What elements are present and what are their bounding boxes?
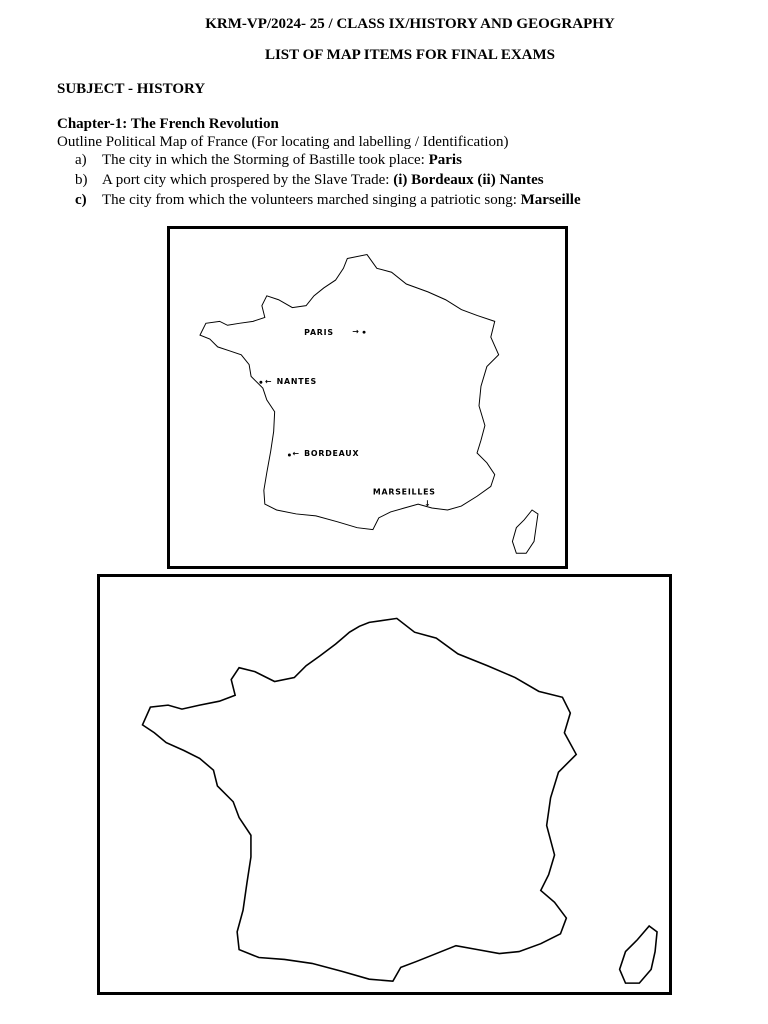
marseilles-arrow-icon: ↓ bbox=[423, 499, 432, 509]
map-label-paris: PARIS bbox=[304, 328, 334, 338]
list-item-answer: (i) Bordeaux (ii) Nantes bbox=[393, 172, 544, 188]
map-label-bordeaux: BORDEAUX bbox=[304, 448, 360, 458]
corsica-outline bbox=[620, 926, 657, 983]
list-marker: b) bbox=[75, 172, 88, 188]
list-item-b bbox=[75, 172, 544, 189]
map-label-marseilles: MARSEILLES bbox=[372, 487, 436, 497]
france-mainland-outline bbox=[142, 618, 576, 981]
paris-marker-icon bbox=[363, 331, 366, 334]
france-mainland-outline bbox=[200, 255, 499, 530]
map-label-nantes: NANTES bbox=[276, 377, 317, 387]
bordeaux-marker-icon bbox=[288, 454, 291, 457]
labelled-france-map bbox=[167, 226, 568, 569]
corsica-outline bbox=[512, 510, 538, 553]
france-outline-blank bbox=[100, 577, 669, 992]
nantes-marker-icon bbox=[259, 381, 262, 384]
document-header-line1: KRM-VP/2024- 25 / CLASS IX/HISTORY AND GEOGRAPHY bbox=[205, 16, 615, 32]
nantes-arrow-icon: ← bbox=[264, 377, 273, 387]
chapter-title: Chapter-1: The French Revolution bbox=[57, 116, 279, 132]
chapter-subtitle: Outline Political Map of France (For locating and labelling / Identification) bbox=[57, 134, 509, 150]
list-item-c bbox=[75, 192, 581, 209]
list-item-a bbox=[75, 152, 462, 169]
list-item-answer: Marseille bbox=[520, 192, 581, 208]
list-item-answer: Paris bbox=[428, 152, 462, 168]
list-item-text: A port city which prospered by the Slave Trade: bbox=[102, 172, 394, 188]
france-outline-labelled bbox=[170, 229, 565, 566]
blank-france-map bbox=[97, 574, 672, 995]
list-marker: a) bbox=[75, 152, 87, 168]
subject-heading: SUBJECT - HISTORY bbox=[57, 81, 206, 97]
bordeaux-arrow-icon: ← bbox=[292, 448, 300, 458]
paris-arrow-icon: → bbox=[352, 327, 360, 337]
list-item-text: The city in which the Storming of Bastille took place: bbox=[102, 152, 429, 168]
document-header-line2: LIST OF MAP ITEMS FOR FINAL EXAMS bbox=[264, 47, 556, 63]
list-marker: c) bbox=[75, 192, 87, 208]
list-item-text: The city from which the volunteers marched singing a patriotic song: bbox=[102, 192, 521, 208]
